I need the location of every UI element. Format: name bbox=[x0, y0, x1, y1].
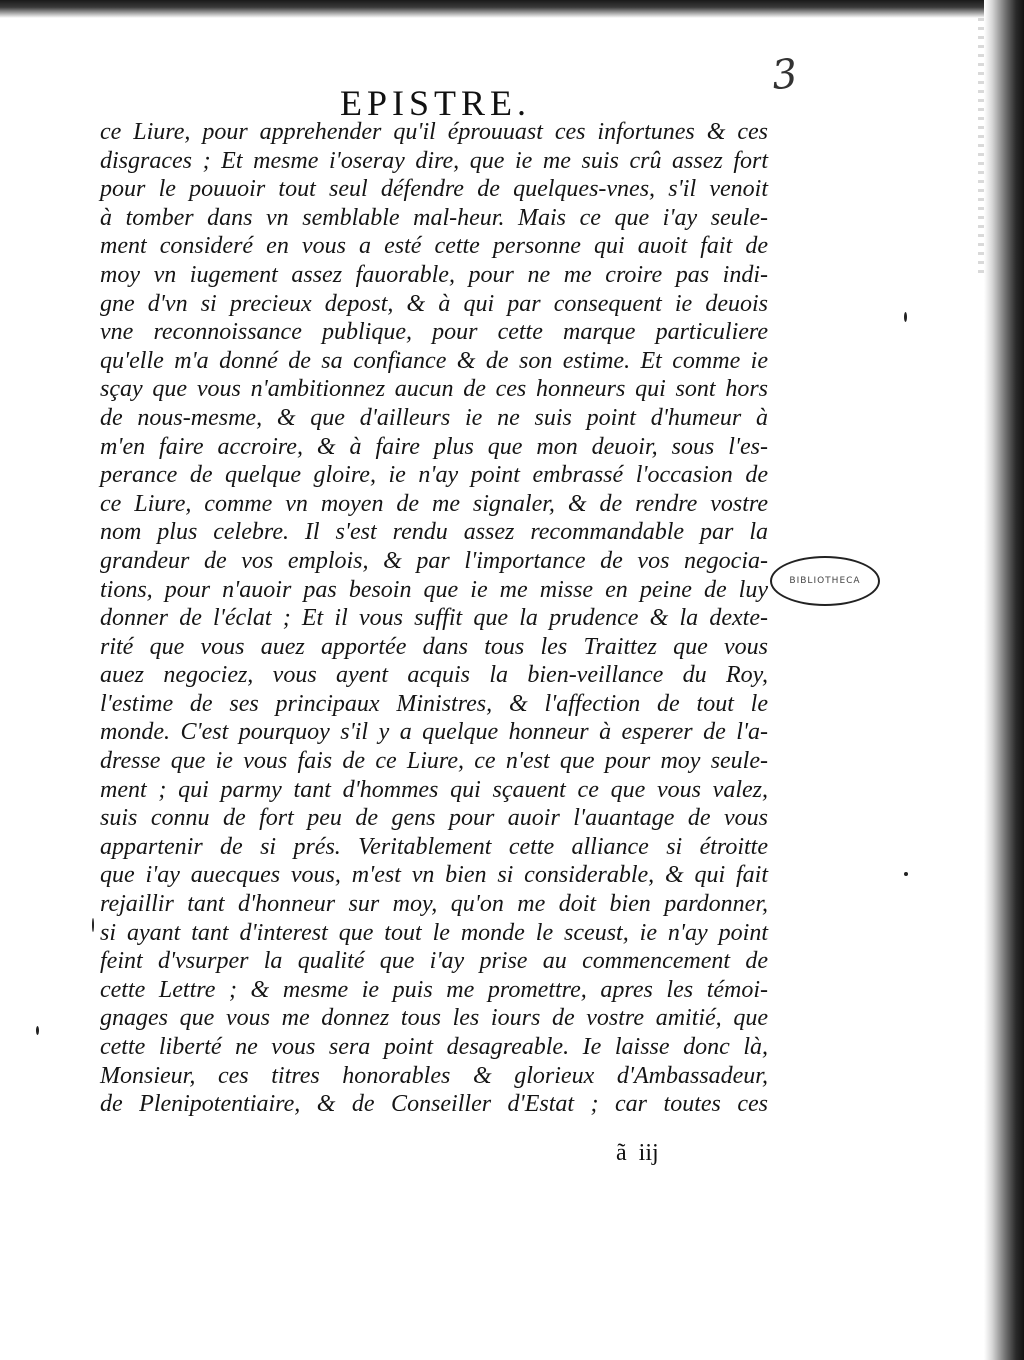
text-line: Monsieur, ces titres honorables & glorieux d'Ambassadeur, bbox=[100, 1062, 768, 1089]
text-line: moy vn iugement assez fauorable, pour ne me croire pas indi- bbox=[100, 261, 768, 288]
text-line: rejaillir tant d'honneur sur moy, qu'on me doit bien pardonner, bbox=[100, 891, 768, 918]
text-line: qu'elle m'a donné de sa confiance & de son estime. Et comme ie bbox=[100, 347, 768, 374]
text-line: feint d'vsurper la qualité que i'ay prise au commencement de bbox=[100, 948, 768, 975]
text-line: m'en faire accroire, & à faire plus que mon deuoir, sous l'es- bbox=[100, 433, 768, 460]
text-line: nom plus celebre. Il s'est rendu assez recommandable par la bbox=[100, 519, 768, 546]
text-line: rité que vous auez apportée dans tous les Traittez que vous bbox=[100, 633, 768, 660]
scan-speck bbox=[92, 918, 94, 932]
text-line: ce Liure, pour apprehender qu'il éprouuast ces infortunes & ces bbox=[100, 119, 768, 145]
text-line: appartenir de si prés. Veritablement cette alliance si étroitte bbox=[100, 833, 768, 860]
text-line: à tomber dans vn semblable mal-heur. Mais ce que i'ay seule- bbox=[100, 204, 768, 231]
body-text bbox=[100, 118, 768, 1119]
text-line: disgraces ; Et mesme i'oseray dire, que ie me suis crû assez fort bbox=[100, 147, 768, 174]
text-line: cette Lettre ; & mesme ie puis me promettre, apres les témoi- bbox=[100, 976, 768, 1003]
text-line: suis connu de fort peu de gens pour auoir l'auantage de vous bbox=[100, 805, 768, 832]
text-line: si ayant tant d'interest que tout le monde le sceust, ie n'ay point bbox=[100, 919, 768, 946]
text-line: ce Liure, comme vn moyen de me signaler, & de rendre vostre bbox=[100, 490, 768, 517]
text-line: sçay que vous n'ambitionnez aucun de ces honneurs qui sont hors bbox=[100, 376, 768, 403]
signature-mark: ã iij bbox=[616, 1140, 659, 1166]
scan-right-edge-marks bbox=[978, 18, 984, 278]
scan-speck bbox=[904, 312, 907, 322]
text-line: dresse que ie vous fais de ce Liure, ce n'est que pour moy seule- bbox=[100, 748, 768, 775]
handwritten-folio-number: 3 bbox=[769, 50, 800, 100]
text-line: gnages que vous me donnez tous les iours de vostre amitié, que bbox=[100, 1005, 768, 1032]
running-head: EPISTRE. bbox=[340, 83, 532, 123]
text-line: tions, pour n'auoir pas besoin que ie me misse en peine de luy bbox=[100, 576, 768, 603]
text-line: ment consideré en vous a esté cette personne qui auoit fait de bbox=[100, 233, 768, 260]
text-line: donner de l'éclat ; Et il vous suffit que la prudence & la dexte- bbox=[100, 605, 768, 632]
scan-right-edge bbox=[984, 0, 1024, 1360]
text-line: ment ; qui parmy tant d'hommes qui sçauent ce que vous valez, bbox=[100, 776, 768, 803]
scan-top-edge bbox=[0, 0, 1024, 18]
text-line: perance de quelque gloire, ie n'ay point embrassé l'occasion de bbox=[100, 462, 768, 489]
text-line: que i'ay auecques vous, m'est vn bien si considerable, & qui fait bbox=[100, 862, 768, 889]
library-stamp: BIBLIOTHECA bbox=[770, 556, 880, 606]
scan-speck bbox=[904, 872, 908, 876]
text-line: de Plenipotentiaire, & de Conseiller d'Estat ; car toutes ces bbox=[100, 1091, 768, 1118]
text-line: pour le pouuoir tout seul défendre de quelques-vnes, s'il venoit bbox=[100, 176, 768, 203]
text-line: l'estime de ses principaux Ministres, & l'affection de tout le bbox=[100, 690, 768, 717]
scan-speck bbox=[36, 1026, 39, 1035]
text-line: cette liberté ne vous sera point desagreable. Ie laisse donc là, bbox=[100, 1034, 768, 1060]
text-line: gne d'vn si precieux depost, & à qui par consequent ie deuois bbox=[100, 290, 768, 317]
text-line: de nous-mesme, & que d'ailleurs ie ne suis point d'humeur à bbox=[100, 404, 768, 431]
text-line: grandeur de vos emplois, & par l'importance de vos negocia- bbox=[100, 547, 768, 574]
text-line: auez negociez, vous ayent acquis la bien-veillance du Roy, bbox=[100, 662, 768, 689]
text-line: monde. C'est pourquoy s'il y a quelque honneur à esperer de l'a- bbox=[100, 719, 768, 746]
text-line: vne reconnoissance publique, pour cette marque particuliere bbox=[100, 319, 768, 346]
